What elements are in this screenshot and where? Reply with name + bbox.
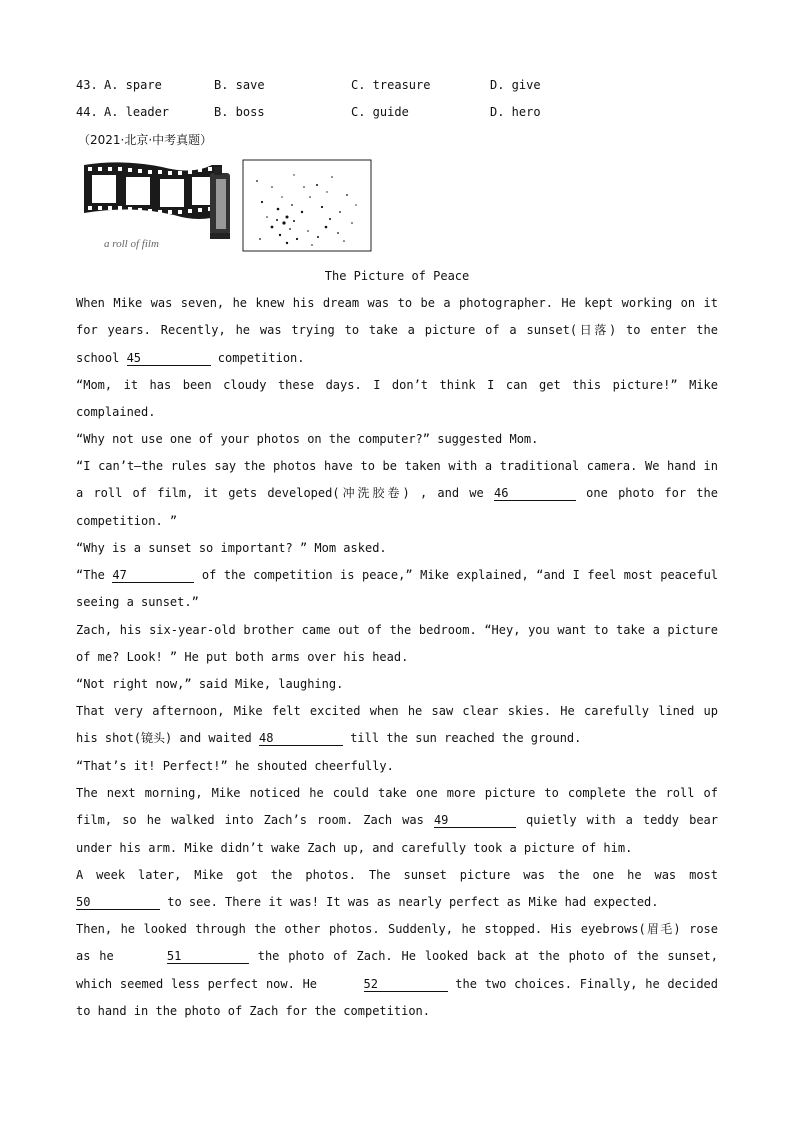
film-caption: a roll of film: [104, 238, 159, 250]
text: “The: [76, 568, 113, 582]
text: ) and waited: [165, 731, 259, 746]
text: of the competition is peace,” Mike explained, “and I feel most peaceful seeing a sunset.”: [76, 568, 719, 610]
paragraph-12: [76, 862, 718, 917]
text: ) rose as he: [76, 922, 726, 964]
chinese-gloss: 冲洗胶卷: [339, 486, 403, 501]
blank-50[interactable]: 50: [76, 895, 160, 910]
blank-49[interactable]: 49: [434, 813, 516, 828]
option-c: C. guide: [351, 105, 409, 119]
blank-52[interactable]: 52: [364, 977, 448, 992]
text: ) , and we: [402, 486, 494, 501]
film-strip-icon: [84, 162, 222, 219]
paragraph-13: [76, 916, 726, 1025]
option-a: A. spare: [104, 78, 162, 92]
text: the two choices. Finally, he decided to hand in the photo of Zach for the competition.: [76, 976, 719, 1018]
source-label: （2021·北京·中考真题）: [78, 133, 213, 147]
paragraph-10: “That’s it! Perfect!” he shouted cheerfully.: [76, 759, 394, 773]
film-canister-icon: [210, 167, 230, 239]
text: the photo of Zach. He looked back at the photo of the sunset, which seemed less perfect now. He: [76, 949, 726, 991]
text: competition.: [210, 350, 305, 365]
speckled-photo: [243, 160, 371, 251]
text: one photo for the competition. ”: [76, 486, 718, 528]
text: The next morning, Mike noticed he could take one more picture to complete the roll of film, so he walked into Zach’s room. Zach was: [76, 786, 718, 828]
text: quietly with a teddy bear under his arm. Mike didn’t wake Zach up, and carefully took a picture of him.: [76, 813, 718, 855]
option-a: A. leader: [104, 105, 170, 119]
paragraph-7: Zach, his six-year-old brother came out of the bedroom. “Hey, you want to take a picture of me? Look! ” He put both arms over his head.: [76, 623, 718, 665]
option-d: D. hero: [490, 105, 541, 119]
text: Then, he looked through the other photos. Suddenly, he stopped. His eyebrows(: [76, 922, 646, 936]
blank-51[interactable]: 51: [167, 949, 249, 964]
paragraph-9: [76, 698, 718, 753]
text: When Mike was seven, he knew his dream was to be a photographer. He kept working on it for years. Recently, he was trying to take a picture of a sunset(: [76, 296, 718, 338]
film-illustration: [82, 157, 374, 258]
option-c: C. treasure: [351, 78, 431, 92]
paragraph-11: [76, 780, 718, 862]
text: till the sun reached the ground.: [342, 731, 582, 746]
question-number: 44.: [76, 105, 98, 119]
text: to see. There it was! It was as nearly perfect as Mike had expected.: [160, 895, 659, 910]
paragraph-3: “Why not use one of your photos on the computer?” suggested Mom.: [76, 432, 539, 446]
paragraph-2: “Mom, it has been cloudy these days. I don’t think I can get this picture!” Mike complained.: [76, 378, 718, 420]
paragraph-8: “Not right now,” said Mike, laughing.: [76, 677, 344, 691]
option-d: D. give: [490, 78, 541, 92]
text: A week later, Mike got the photos. The sunset picture was the one he was most: [76, 868, 718, 882]
chinese-gloss: 镜头: [141, 731, 166, 746]
paragraph-5: “Why is a sunset so important? ” Mom asked.: [76, 541, 387, 555]
chinese-gloss: 眉毛: [645, 922, 674, 936]
blank-46[interactable]: 46: [494, 486, 576, 501]
passage-title: The Picture of Peace: [324, 269, 470, 283]
paragraph-6: [76, 562, 718, 617]
text: “I can’t—the rules say the photos have to be taken with a traditional camera. We hand in a roll of film, it gets developed(: [76, 459, 718, 501]
option-b: B. boss: [214, 105, 265, 119]
film-roll-image: [82, 157, 374, 254]
blank-47[interactable]: 47: [112, 568, 194, 583]
blank-48[interactable]: 48: [259, 731, 343, 746]
option-b: B. save: [214, 78, 265, 92]
text: ) to enter the school: [76, 323, 718, 365]
text: That very afternoon, Mike felt excited when he saw clear skies. He carefully lined up his shot(: [76, 704, 718, 746]
question-number: 43.: [76, 78, 98, 92]
paragraph-4: [76, 453, 718, 535]
paragraph-1: [76, 290, 718, 372]
chinese-gloss: 日落: [577, 323, 609, 338]
blank-45[interactable]: 45: [127, 351, 211, 366]
